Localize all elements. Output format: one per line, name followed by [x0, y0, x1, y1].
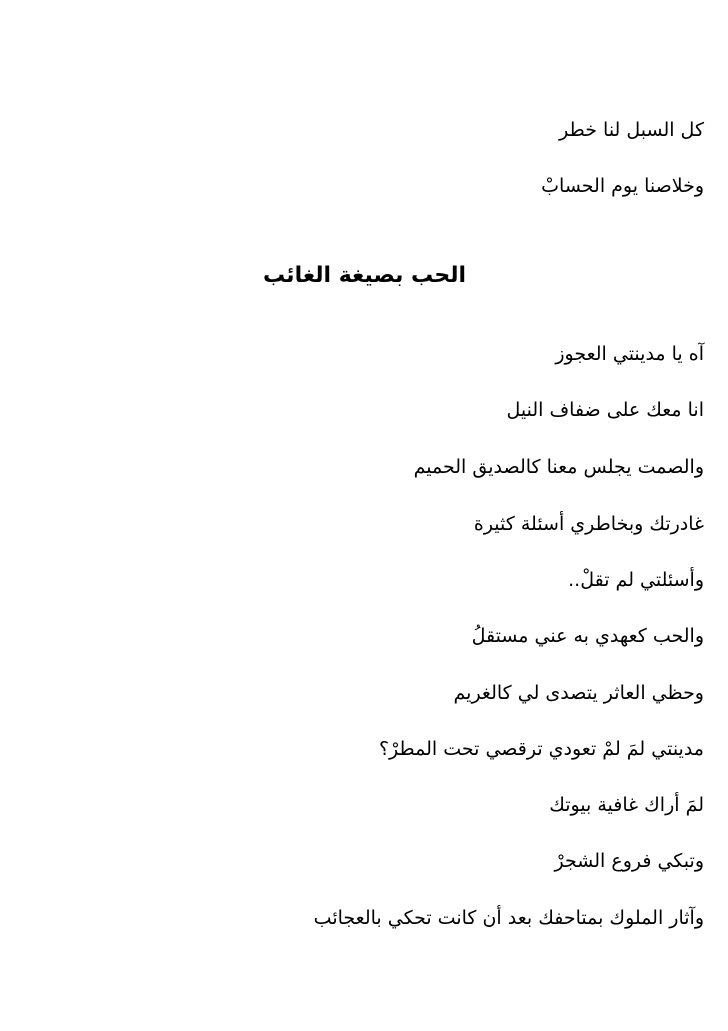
poem-line-8: مدينتي لمَ لمْ تعودي ترقصي تحت المطرْ؟: [378, 738, 704, 760]
poem-line-11: وآثار الملوك بمتاحفك بعد أن كانت تحكي بالعجائب: [313, 907, 704, 929]
poem-line-3: والصمت يجلس معنا كالصديق الحميم: [413, 456, 704, 478]
poem-line-7: وحظي العاثر يتصدى لي كالغريم: [453, 682, 704, 704]
poem-line-1: آه يا مدينتي العجوز: [555, 343, 704, 365]
poem-line-5: وأسئلتي لم تقلْ..: [568, 569, 704, 591]
poem-title: الحب بصيغة الغائب: [263, 263, 466, 288]
poem-line-10: وتبكي فروع الشجرْ: [554, 850, 704, 872]
intro-line-2: وخلاصنا يوم الحسابْ: [541, 175, 704, 197]
poem-line-4: غادرتك وبخاطري أسئلة كثيرة: [473, 513, 704, 535]
poem-line-9: لمَ أراك غافية بيوتك: [549, 794, 704, 816]
poem-line-6: والحب كعهدي به عني مستقلُ: [471, 625, 704, 647]
poem-line-2: انا معك على ضفاف النيل: [506, 399, 704, 421]
intro-line-1: كل السبل لنا خطر: [559, 119, 704, 141]
